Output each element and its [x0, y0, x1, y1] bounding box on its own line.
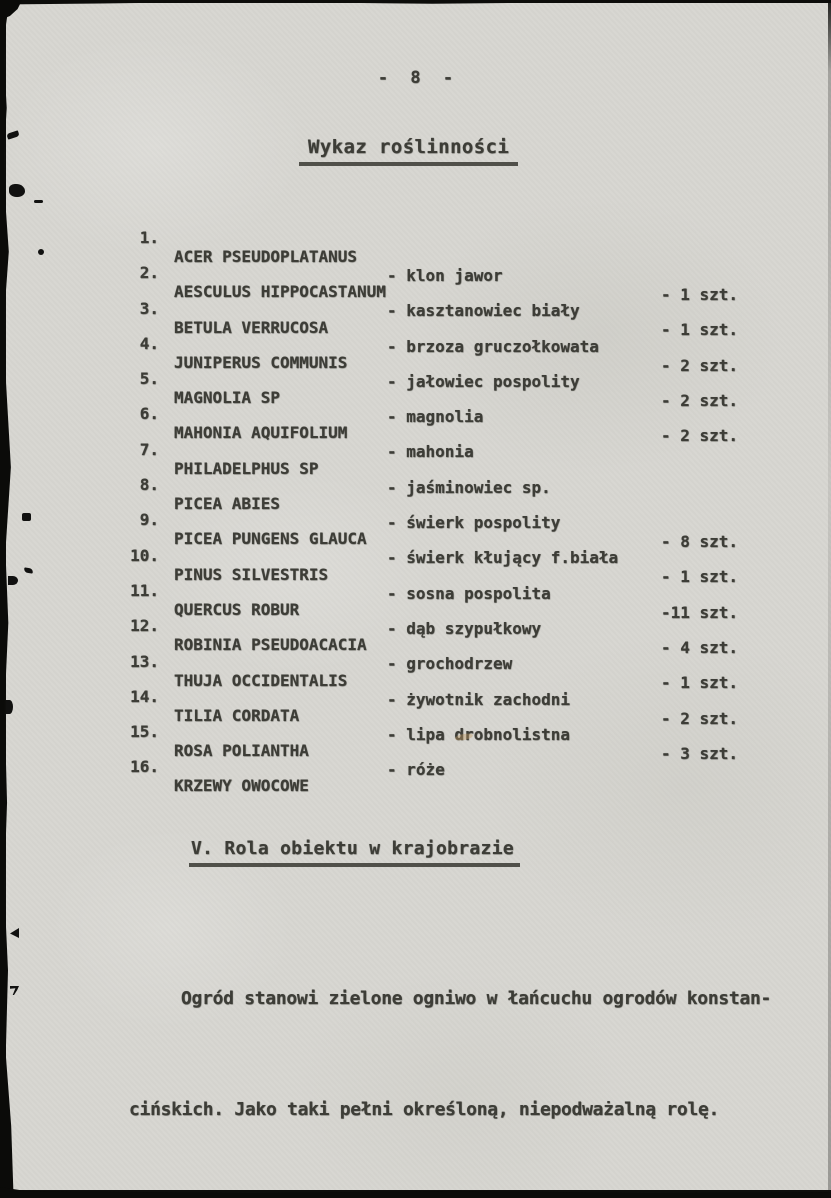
ink-speck — [34, 200, 43, 203]
plant-polish-name: - sosna pospolita — [387, 583, 551, 603]
ink-speck — [22, 513, 31, 521]
plant-polish-name: - kasztanowiec biały — [387, 301, 580, 321]
plant-quantity: - 2 szt. — [661, 390, 739, 410]
plant-quantity: - 4 szt. — [661, 637, 739, 657]
plant-latin-name: MAHONIA AQUIFOLIUM — [174, 423, 348, 443]
plant-number: 13. — [130, 651, 159, 671]
plant-polish-name: - lipa drobnolistna — [387, 724, 571, 744]
body-paragraph — [129, 906, 824, 1198]
page-number: - 8 - — [377, 68, 460, 88]
plant-polish-name: - świerk kłujący f.biała — [387, 548, 619, 568]
plant-latin-name: THUJA OCCIDENTALIS — [174, 670, 348, 690]
ink-speck — [9, 184, 25, 197]
plant-quantity: - 1 szt. — [661, 320, 739, 340]
section-heading: V. Rola obiektu w krajobrazie — [189, 838, 520, 867]
plant-polish-name: - mahonia — [387, 442, 474, 462]
plant-polish-name: - róże — [387, 760, 445, 780]
plant-list — [129, 209, 779, 796]
plant-number: 3. — [139, 298, 159, 318]
plant-latin-name: BETULA VERRUCOSA — [174, 317, 329, 337]
ink-speck — [38, 249, 44, 255]
plant-number: 2. — [139, 263, 159, 283]
plant-latin-name: PICEA ABIES — [174, 494, 280, 514]
paragraph-line-2: cińskich. Jako taki pełni określoną, niepodważalną rolę. — [129, 1099, 720, 1120]
plant-latin-name: ACER PSEUDOPLATANUS — [174, 247, 358, 266]
plant-latin-name: AESCULUS HIPPOCASTANUM — [174, 282, 386, 302]
plant-number: 15. — [130, 722, 159, 742]
plant-latin-name: PHILADELPHUS SP — [174, 458, 319, 478]
plant-latin-name: MAGNOLIA SP — [174, 388, 280, 408]
plant-quantity: - 1 szt. — [661, 567, 739, 587]
doc-title: Wykaz roślinności — [299, 136, 518, 166]
plant-latin-name: TILIA CORDATA — [174, 705, 300, 725]
plant-number: 6. — [139, 404, 159, 424]
plant-polish-name: - jaśminowiec sp. — [387, 477, 551, 497]
plant-latin-name: JUNIPERUS COMMUNIS — [174, 352, 348, 372]
plant-quantity: - 8 szt. — [661, 532, 739, 552]
plant-number: 1. — [139, 228, 159, 247]
plant-number: 5. — [139, 369, 159, 389]
plant-latin-name: PINUS SILVESTRIS — [174, 564, 329, 584]
plant-quantity: - 2 szt. — [661, 708, 739, 728]
plant-number: 7. — [139, 439, 159, 459]
plant-number: 4. — [139, 333, 159, 353]
plant-quantity: - 1 szt. — [661, 285, 739, 304]
plant-latin-name: KRZEWY OWOCOWE — [174, 776, 309, 796]
plant-number: 8. — [139, 475, 159, 495]
plant-polish-name: - świerk pospolity — [387, 513, 561, 533]
plant-polish-name: - żywotnik zachodni — [387, 689, 571, 709]
plant-polish-name: - jałowiec pospolity — [387, 371, 580, 391]
plant-polish-name: - brzoza gruczołkowata — [387, 336, 599, 356]
plant-number: 14. — [130, 686, 159, 706]
plant-number: 10. — [130, 545, 159, 565]
paper-background — [6, 3, 831, 1190]
plant-latin-name: PICEA PUNGENS GLAUCA — [174, 529, 367, 549]
paragraph-line-1: Ogród stanowi zielone ogniwo w łańcuchu ogrodów konstan- — [181, 988, 772, 1009]
plant-number: 11. — [130, 580, 159, 600]
plant-number: 9. — [139, 510, 159, 530]
plant-quantity: - 1 szt. — [661, 673, 739, 693]
ink-speck — [6, 700, 13, 714]
plant-polish-name: - magnolia — [387, 407, 484, 427]
plant-polish-name: - dąb szypułkowy — [387, 618, 542, 638]
plant-quantity: - 2 szt. — [661, 355, 739, 375]
ink-speck — [8, 576, 18, 585]
plant-quantity: - 2 szt. — [661, 426, 739, 446]
plant-latin-name: QUERCUS ROBUR — [174, 599, 300, 619]
plant-latin-name: ROSA POLIANTHA — [174, 741, 309, 761]
plant-number: 12. — [130, 616, 159, 636]
plant-latin-name: ROBINIA PSEUDOACACIA — [174, 635, 367, 655]
plant-row — [129, 738, 779, 796]
plant-number: 16. — [130, 757, 159, 777]
plant-quantity: -11 szt. — [661, 602, 739, 622]
plant-quantity: - 3 szt. — [661, 743, 739, 763]
plant-row — [129, 421, 779, 497]
plant-polish-name: - klon jawor — [387, 266, 503, 285]
plant-polish-name: - grochodrzew — [387, 654, 513, 674]
